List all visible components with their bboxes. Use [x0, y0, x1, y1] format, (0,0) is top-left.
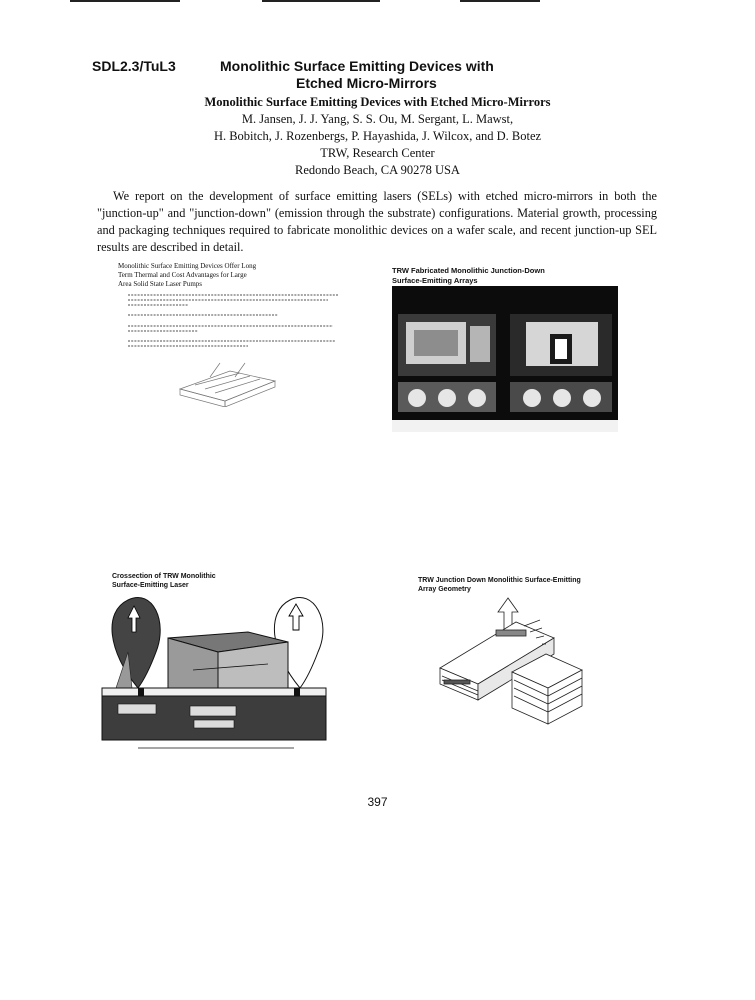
- figure-top-right-title-line1: TRW Fabricated Monolithic Junction-Down: [392, 266, 545, 275]
- paper-subtitle: Monolithic Surface Emitting Devices with Etched Micro-Mirrors: [204, 95, 551, 109]
- figure-bottom-left-title-line2: Surface-Emitting Laser: [112, 582, 189, 589]
- figure-bottom-left-title: [112, 572, 216, 590]
- figure-top-left-bullet-text: [128, 293, 343, 353]
- paper-title-line2: Etched Micro-Mirrors: [296, 75, 437, 91]
- figure-top-left-sketch: [170, 357, 285, 407]
- figure-top-left-title: [118, 262, 256, 289]
- top-rule-middle: [262, 0, 380, 2]
- authors-line1: M. Jansen, J. J. Yang, S. S. Ou, M. Sergant, L. Mawst,: [241, 112, 514, 126]
- figure-top-right-title-line2: Surface-Emitting Arrays: [392, 276, 478, 285]
- authors-line2: H. Bobitch, J. Rozenbergs, P. Hayashida, J. Wilcox, and D. Botez: [213, 129, 542, 143]
- figure-bottom-right-title-line1: TRW Junction Down Monolithic Surface-Emitting: [418, 577, 581, 584]
- figure-bottom-left-title-line1: Crossection of TRW Monolithic: [112, 573, 216, 580]
- figure-top-right-title: [392, 266, 545, 286]
- figure-top-left-title-line1: Monolithic Surface Emitting Devices Offer Long: [118, 262, 257, 270]
- affiliation: TRW, Research Center: [320, 146, 435, 160]
- figure-top-left-title-line3: Area Solid State Laser Pumps: [118, 280, 202, 288]
- array-geometry-diagram: [434, 596, 584, 728]
- crossection-diagram: [98, 592, 330, 754]
- photo-image: [392, 286, 618, 432]
- figure-bottom-right-title-line2: Array Geometry: [418, 586, 471, 593]
- top-rule-right: [460, 0, 540, 2]
- figure-top-left-title-line2: Term Thermal and Cost Advantages for Large: [118, 271, 247, 279]
- junction-down-array-photo: [392, 286, 618, 432]
- top-rule-left: [70, 0, 180, 2]
- paper-title-line1: Monolithic Surface Emitting Devices with: [220, 58, 494, 74]
- abstract-paragraph: We report on the development of surface emitting lasers (SELs) with etched micro-mirrors in both the "junction-up" and "junction-down" (emission through the substrate) configurations. Material growth, processing and packaging techniques required to fabricate monolithic devices on a wafer scale, and recent junction-up SEL results are described in detail.: [97, 189, 657, 254]
- page-number: 397: [367, 795, 388, 809]
- session-code: SDL2.3/TuL3: [92, 58, 176, 74]
- address: Redondo Beach, CA 90278 USA: [295, 163, 460, 177]
- figure-bottom-right-title: [418, 576, 581, 594]
